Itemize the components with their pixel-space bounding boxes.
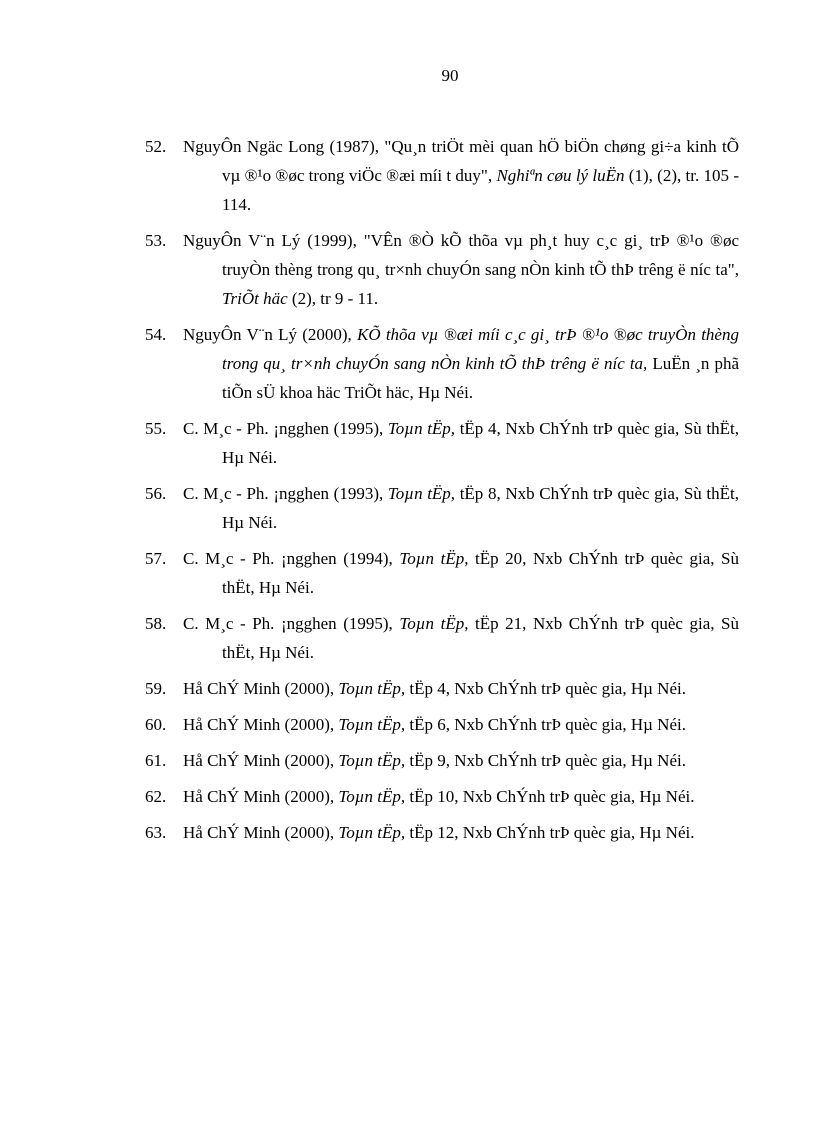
reference-book-title: Toµn tËp, [399, 614, 469, 633]
reference-details: tËp 4, Nxb ChÝnh trÞ quèc gia, Sù thËt, Hµ Néi. [222, 419, 740, 467]
reference-book-title: Toµn tËp, [338, 751, 406, 770]
page-number: 90 [441, 66, 459, 85]
reference-details: tËp 10, Nxb ChÝnh trÞ quèc gia, Hµ Néi. [405, 787, 695, 806]
reference-details: tËp 9, Nxb ChÝnh trÞ quèc gia, Hµ Néi. [405, 751, 686, 770]
reference-authors: Hå ChÝ Minh (2000), [183, 751, 339, 770]
reference-book-title: Toµn tËp, [338, 715, 406, 734]
reference-number: 52. [145, 137, 167, 156]
reference-details: LuËn ¸n phã tiÕn sÜ khoa häc TriÕt häc, Hµ Néi. [222, 354, 739, 402]
reference-book-title: KÕ thõa vµ ®æi míi c¸c gi¸ trÞ ®¹o ®øc truyÒn thèng trong qu¸ tr×nh chuyÓn sang nÒn kinh tÕ thÞ trêng ë níc ta, [222, 325, 739, 373]
reference-number: 54. [145, 325, 167, 344]
reference-number: 61. [145, 751, 167, 770]
reference-list [145, 132, 739, 854]
reference-authors: C. M¸c - Ph. ¡ngghen (1993), [183, 484, 388, 503]
reference-authors: C. M¸c - Ph. ¡ngghen (1995), [183, 614, 400, 633]
reference-authors: NguyÔn Ngäc Long (1987), [183, 137, 385, 156]
reference-details: (1), (2), tr. 105 - 114. [222, 166, 739, 214]
reference-details: (2), tr 9 - 11. [287, 289, 379, 308]
reference-item [145, 782, 739, 811]
reference-number: 59. [145, 679, 167, 698]
reference-details: tËp 12, Nxb ChÝnh trÞ quèc gia, Hµ Néi. [405, 823, 695, 842]
reference-number: 56. [145, 484, 167, 503]
reference-book-title: Toµn tËp, [387, 419, 456, 438]
reference-source-title: Nghiªn cøu lý luËn [496, 166, 625, 185]
reference-number: 58. [145, 614, 167, 633]
reference-item [145, 746, 739, 775]
reference-authors: Hå ChÝ Minh (2000), [183, 679, 339, 698]
reference-item [145, 226, 739, 313]
reference-item [145, 479, 739, 537]
reference-book-title: Toµn tËp, [387, 484, 456, 503]
reference-quoted-title: "Qu¸n triÖt mèi quan hÖ biÖn chøng gi÷a kinh tÕ vµ ®¹o ®øc trong viÖc ®æi míi t duy", [222, 137, 739, 185]
reference-source-title: TriÕt häc [222, 289, 288, 308]
reference-authors: C. M¸c - Ph. ¡ngghen (1995), [183, 419, 388, 438]
reference-item [145, 818, 739, 847]
reference-quoted-title: "VÊn ®Ò kÕ thõa vµ ph¸t huy c¸c gi¸ trÞ ®¹o ®øc truyÒn thèng trong qu¸ tr×nh chuyÓn sang nÒn kinh tÕ thÞ trêng ë níc ta", [222, 231, 739, 279]
reference-number: 60. [145, 715, 167, 734]
reference-item [145, 544, 739, 602]
reference-item [145, 674, 739, 703]
reference-authors: Hå ChÝ Minh (2000), [183, 787, 339, 806]
reference-authors: C. M¸c - Ph. ¡ngghen (1994), [183, 549, 400, 568]
reference-authors: NguyÔn V¨n Lý (1999), [183, 231, 364, 250]
reference-item [145, 320, 739, 407]
reference-number: 55. [145, 419, 167, 438]
reference-details: tËp 20, Nxb ChÝnh trÞ quèc gia, Sù thËt, Hµ Néi. [222, 549, 740, 597]
reference-number: 62. [145, 787, 167, 806]
reference-book-title: Toµn tËp, [338, 823, 406, 842]
reference-authors: Hå ChÝ Minh (2000), [183, 823, 339, 842]
reference-number: 53. [145, 231, 167, 250]
reference-item [145, 609, 739, 667]
reference-book-title: Toµn tËp, [399, 549, 469, 568]
reference-number: 63. [145, 823, 167, 842]
reference-number: 57. [145, 549, 167, 568]
reference-authors: Hå ChÝ Minh (2000), [183, 715, 339, 734]
reference-details: tËp 8, Nxb ChÝnh trÞ quèc gia, Sù thËt, Hµ Néi. [222, 484, 740, 532]
reference-details: tËp 21, Nxb ChÝnh trÞ quèc gia, Sù thËt, Hµ Néi. [222, 614, 740, 662]
reference-book-title: Toµn tËp, [338, 787, 406, 806]
reference-book-title: Toµn tËp, [338, 679, 406, 698]
reference-item [145, 132, 739, 219]
reference-details: tËp 6, Nxb ChÝnh trÞ quèc gia, Hµ Néi. [405, 715, 686, 734]
reference-item [145, 414, 739, 472]
reference-details: tËp 4, Nxb ChÝnh trÞ quèc gia, Hµ Néi. [405, 679, 686, 698]
reference-item [145, 710, 739, 739]
reference-authors: NguyÔn V¨n Lý (2000), [183, 325, 357, 344]
